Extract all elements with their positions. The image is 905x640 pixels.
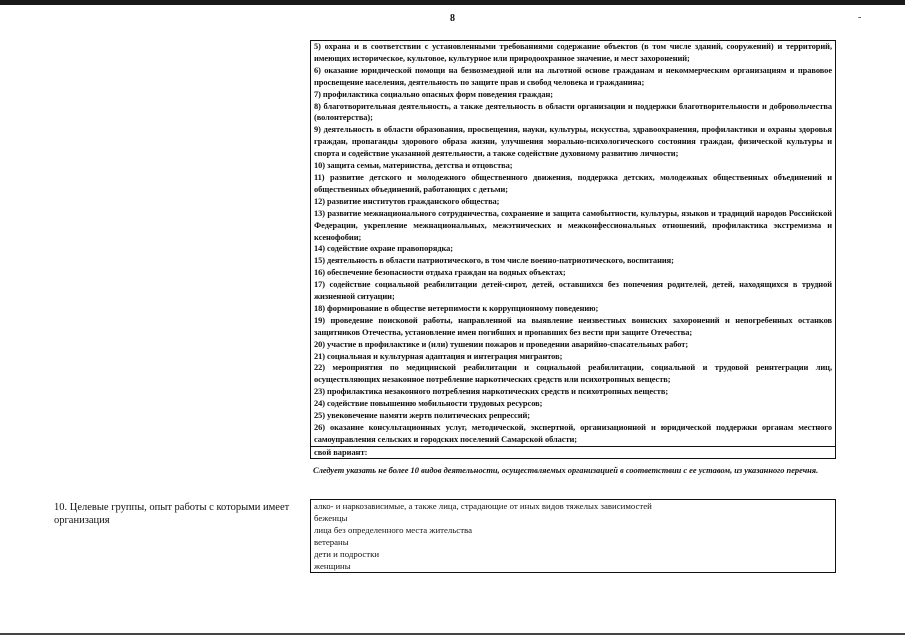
section-10-label: 10. Целевые группы, опыт работы с которыми имеет организация xyxy=(54,502,290,526)
activity-item: 13) развитие межнационального сотрудничества, сохранение и защита самобытности, культуры, языков и традиций народов Российской Федерации, укрепление межнациональных, межэтнических и межконфессиональных отношений, профилактика экстремизма и ксенофобии; xyxy=(314,208,832,242)
target-group-item: беженцы xyxy=(314,513,348,523)
own-variant-field: свой вариант: xyxy=(311,446,835,458)
activity-item: 17) содействие социальной реабилитации детей-сирот, детей, оставшихся без попечения родителей, детей, находящихся в трудной жизненной ситуации; xyxy=(314,280,832,302)
target-groups-box xyxy=(310,499,836,573)
target-group-item: лица без определенного места жительства xyxy=(314,525,473,535)
page-number: 8 xyxy=(450,13,455,24)
activity-item: 21) социальная и культурная адаптация и интеграция мигрантов; xyxy=(314,351,563,361)
activity-item: 20) участие в профилактике и (или) тушении пожаров и проведении аварийно-спасательных работ; xyxy=(314,339,689,349)
activity-item: 14) содействие охране правопорядка; xyxy=(314,244,454,254)
activity-item: 22) мероприятия по медицинской реабилитации и социальной реабилитации, социальной и трудовой реинтеграции лиц, осуществляющих незаконное потребление наркотических средств или психотропных веществ; xyxy=(314,363,832,385)
activity-item: 18) формирование в обществе нетерпимости к коррупционному поведению; xyxy=(314,303,599,313)
top-border-line xyxy=(0,0,905,5)
activities-list-box xyxy=(310,40,836,459)
target-group-item: алко- и наркозависимые, а также лица, страдающие от иных видов тяжелых зависимостей xyxy=(314,501,652,511)
corner-mark: - xyxy=(858,12,862,23)
target-group-item: ветераны xyxy=(314,537,349,547)
activity-item: 12) развитие институтов гражданского общества; xyxy=(314,196,500,206)
bottom-border-line xyxy=(0,633,905,635)
activity-item: 19) проведение поисковой работы, направленной на выявление неизвестных воинских захоронений и непогребенных останков защитников Отечества, установление имен погибших и пропавших без вести при защите Отечества; xyxy=(314,315,832,337)
activity-item: 26) оказание консультационных услуг, методической, экспертной, организационной и юридической поддержки органам местного самоуправления сельских и городских поселений Самарской области; xyxy=(314,423,832,444)
activity-item: 24) содействие повышению мобильности трудовых ресурсов; xyxy=(314,399,543,409)
activity-item: 5) охрана и в соответствии с установленными требованиями содержание объектов (в том числе зданий, сооружений) и территорий, имеющих историческое, культовое, культурное или природоохранное значение, и мест захоронений; xyxy=(314,42,832,63)
instruction-note: Следует указать не более 10 видов деятельности, осуществляемых организацией в соответствии с ее уставом, из указанного перечня. xyxy=(313,466,819,475)
activity-item: 16) обеспечение безопасности отдыха граждан на водных объектах; xyxy=(314,268,566,278)
activity-item: 10) защита семьи, материнства, детства и отцовства; xyxy=(314,161,513,171)
activity-item: 25) увековечение памяти жертв политических репрессий; xyxy=(314,411,531,421)
activity-item: 11) развитие детского и молодежного общественного движения, поддержка детских, молодежных общественных объединений и общественных объединений, работающих с детьми; xyxy=(314,172,832,194)
activity-item: 7) профилактика социально опасных форм поведения граждан; xyxy=(314,89,553,99)
activity-item: 8) благотворительная деятельность, а также деятельность в области организации и поддержки благотворительности и добровольчества (волонтерства); xyxy=(314,101,832,123)
activity-item: 6) оказание юридической помощи на безвозмездной или на льготной основе гражданам и некоммерческим организациям и правовое просвещение населения, деятельность по защите прав и свобод человека и гражданина; xyxy=(314,65,832,87)
target-group-item: дети и подростки xyxy=(314,549,380,559)
activity-item: 15) деятельность в области патриотического, в том числе военно-патриотического, воспитания; xyxy=(314,256,674,266)
activity-item: 23) профилактика незаконного потребления наркотических средств и психотропных веществ; xyxy=(314,387,669,397)
activity-item: 9) деятельность в области образования, просвещения, науки, культуры, искусства, здравоохранения, профилактики и охраны здоровья граждан, пропаганды здорового образа жизни, улучшения морально-психологического состояния граждан, физической культуры и спорта и содействие указанной деятельности, а также содействие духовному развитию личности; xyxy=(314,125,832,159)
target-group-item: женщины xyxy=(314,561,351,571)
